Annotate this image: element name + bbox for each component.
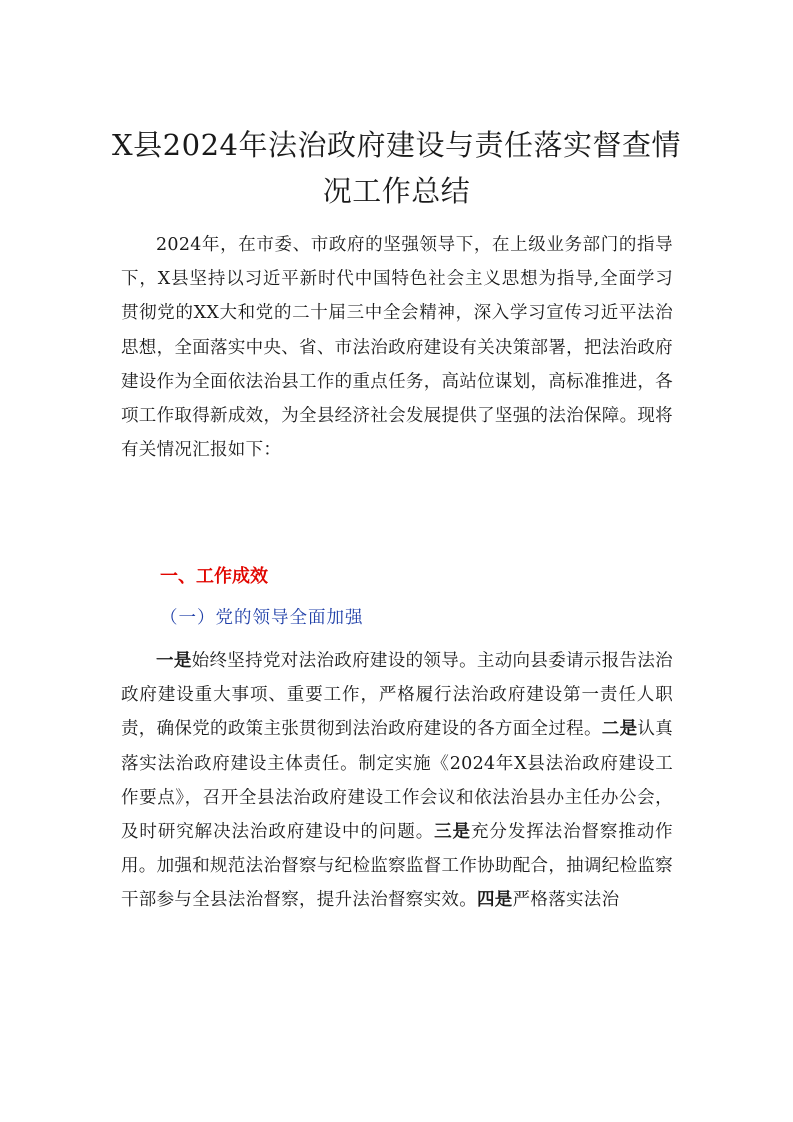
point-text-1: 始终坚持党对法治政府建设的领导。主动向县委请示报告法治政府建设重大事项、重要工作，严格履行法治政府建设第一责任人职责，确保党的政策主张贯彻到法治政府建设的各方面全过程。 <box>121 651 673 740</box>
point-text-4: 严格落实法治 <box>512 890 620 911</box>
point-lead-4: 四是 <box>477 890 513 911</box>
point-lead-3: 三是 <box>434 822 471 843</box>
subsection-heading-1: （一）党的领导全面加强 <box>160 608 364 628</box>
intro-paragraph: 2024年，在市委、市政府的坚强领导下，在上级业务部门的指导下，X县坚持以习近平新时代中国特色社会主义思想为指导,全面学习贯彻党的XX大和党的二十届三中全会精神，深入学习宣传习近平法治思想，全面落实中央、省、市法治政府建设有关决策部署，把法治政府建设作为全面依法治县工作的重点任务，高站位谋划，高标准推进，各项工作取得新成效，为全县经济社会发展提供了坚强的法治保障。现将有关情况汇报如下： <box>121 235 673 461</box>
section-paragraph-1 <box>121 644 673 918</box>
point-text-3: 充分发挥法治督察推动作用。加强和规范法治督察与纪检监察监督工作协助配合，抽调纪检监察干部参与全县法治督察，提升法治督察实效。 <box>121 822 673 911</box>
document-title <box>100 122 693 214</box>
point-lead-2: 二是 <box>601 719 638 740</box>
point-lead-1: 一是 <box>156 651 192 671</box>
point-text-2: 认真落实法治政府建设主体责任。制定实施《2024年X县法治政府建设工作要点》，召开全县法治政府建设工作会议和依法治县办主任办公会，及时研究解决法治政府建设中的问题。 <box>121 719 673 843</box>
title-line-2: 况工作总结 <box>322 174 471 208</box>
section-heading-1: 一、工作成效 <box>160 566 268 587</box>
title-line-1: X县2024年法治政府建设与责任落实督查情 <box>112 128 681 162</box>
